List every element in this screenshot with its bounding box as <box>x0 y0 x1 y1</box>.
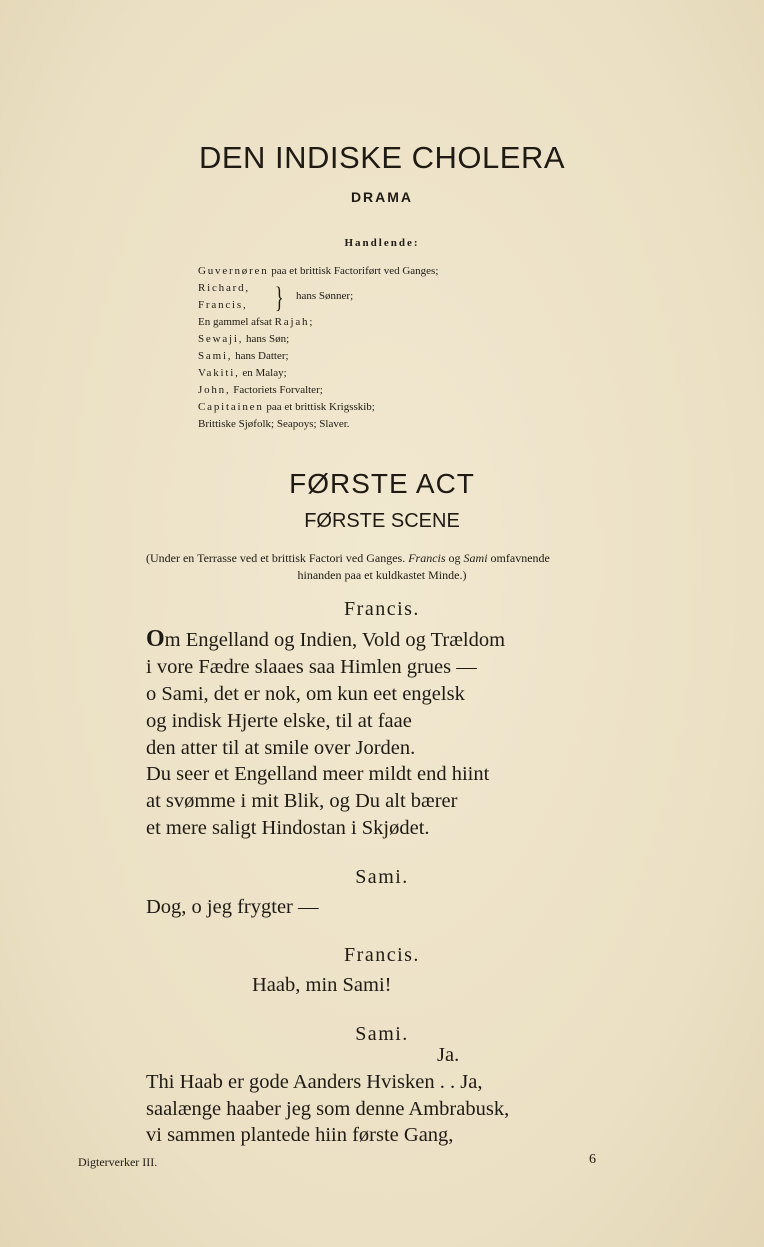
speaker-name: Sami. <box>355 866 409 888</box>
dramatis-heading: Handlende: <box>344 237 420 249</box>
verse-line: Thi Haab er gode Aanders Hvisken . . Ja, <box>146 1071 483 1093</box>
footer-book-title: Digterverker III. <box>78 1155 158 1169</box>
cast-line: En gammel afsat Rajah; <box>198 316 315 328</box>
cast-line: Vakiti, en Malay; <box>198 367 287 379</box>
verse-line: saalænge haaber jeg som denne Ambrabusk, <box>146 1098 510 1120</box>
cast-line: Richard, <box>198 282 250 294</box>
verse-line: og indisk Hjerte elske, til at faae <box>146 710 412 732</box>
verse-line: et mere saligt Hindostan i Skjødet. <box>146 817 430 839</box>
verse-line: at svømme i mit Blik, og Du alt bærer <box>146 790 458 812</box>
stage-direction-line: hinanden paa et kuldkastet Minde.) <box>297 568 467 582</box>
cast-line: Francis, <box>198 299 248 311</box>
verse-line: Ja. <box>437 1044 460 1066</box>
verse-line: vi sammen plantede hiin første Gang, <box>146 1124 454 1146</box>
brace-glyph: } <box>275 281 284 314</box>
brace-label: hans Sønner; <box>296 290 354 302</box>
speaker-name: Francis. <box>344 598 420 620</box>
page-number: 6 <box>589 1152 596 1167</box>
act-heading: FØRSTE ACT <box>289 468 475 499</box>
verse-line: Om Engelland og Indien, Vold og Trældom <box>146 626 506 652</box>
verse-line: Haab, min Sami! <box>252 974 392 996</box>
speaker-name: Francis. <box>344 944 420 966</box>
verse-line: i vore Fædre slaaes saa Himlen grues — <box>146 656 477 678</box>
cast-line: Sewaji, hans Søn; <box>198 333 290 345</box>
verse-line: den atter til at smile over Jorden. <box>146 737 416 759</box>
verse-line: Du seer et Engelland meer mildt end hiint <box>146 763 490 785</box>
cast-line: Sami, hans Datter; <box>198 350 289 362</box>
verse-line: Dog, o jeg frygter — <box>146 896 319 918</box>
cast-line: Capitainen paa et brittisk Krigsskib; <box>198 401 375 413</box>
drop-cap: O <box>146 626 165 652</box>
scene-heading: FØRSTE SCENE <box>304 510 460 532</box>
page-subtitle: DRAMA <box>350 189 414 205</box>
stage-direction-line: (Under en Terrasse ved et brittisk Factori ved Ganges. Francis og Sami omfavnende <box>146 551 550 565</box>
speaker-name: Sami. <box>355 1023 409 1045</box>
cast-line: Brittiske Sjøfolk; Seapoys; Slaver. <box>198 418 350 430</box>
page-title: DEN INDISKE CHOLERA <box>198 140 566 175</box>
cast-line: John, Factoriets Forvalter; <box>198 384 323 396</box>
cast-line: Guvernøren paa et brittisk Factoriført ved Ganges; <box>198 265 439 277</box>
verse-line: o Sami, det er nok, om kun eet engelsk <box>146 683 465 705</box>
